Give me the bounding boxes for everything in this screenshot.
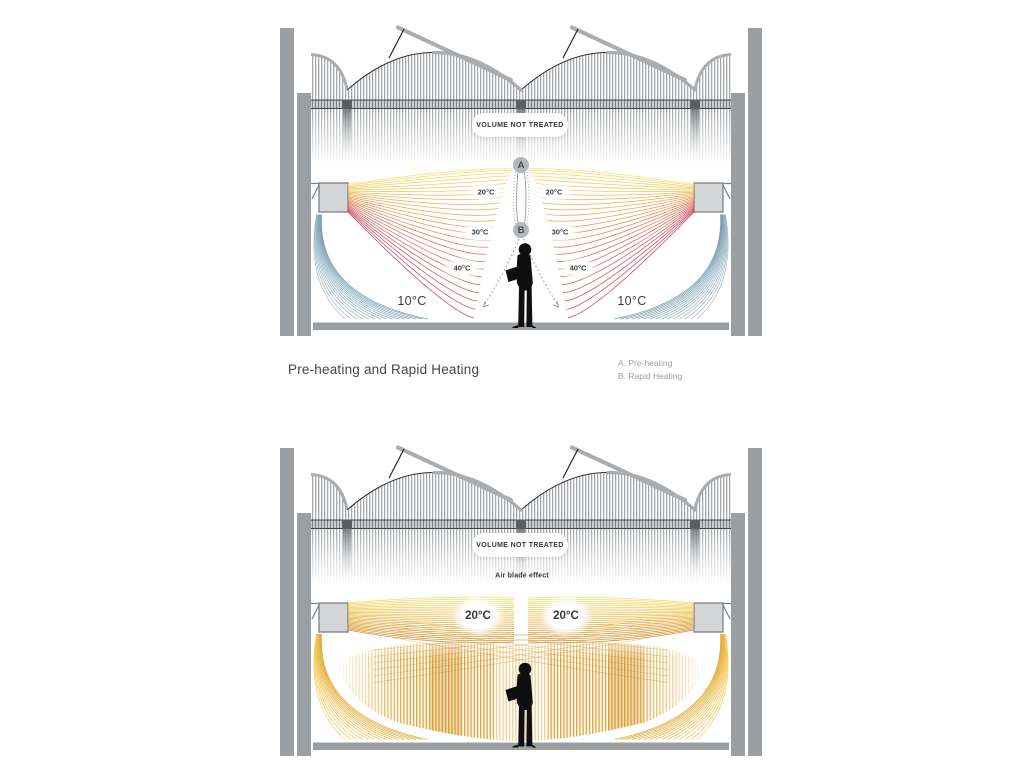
marker-b-label: B	[517, 224, 525, 236]
person-silhouette	[506, 243, 536, 328]
volume-not-treated-label-top: VOLUME NOT TREATED	[476, 121, 564, 129]
volume-not-treated-label-bottom: VOLUME NOT TREATED	[476, 541, 564, 549]
marker-b-badge	[513, 222, 529, 238]
temp-10c-left: 10°C	[397, 294, 427, 308]
temp-20c-bottom-right: 20°C	[539, 595, 593, 637]
legend-item-b: B. Rapid Heating	[618, 370, 683, 381]
marker-a-label: A	[517, 159, 525, 171]
marker-a-badge	[513, 157, 529, 173]
temp-20c-left: 20°C	[466, 181, 507, 204]
caption-legend	[618, 357, 682, 382]
caption-title: Pre-heating and Rapid Heating	[288, 362, 480, 377]
temp-30c-right: 30°C	[540, 221, 581, 244]
temp-10c-right: 10°C	[617, 294, 647, 308]
airblade-subtitle: Air blade effect	[495, 572, 549, 580]
temp-20c-right: 20°C	[534, 181, 575, 204]
volume-not-treated-pill-bottom	[472, 533, 568, 557]
temp-20c-bottom-left: 20°C	[451, 595, 505, 637]
temp-40c-right: 40°C	[558, 257, 599, 280]
legend-item-a: A. Pre-heating	[618, 358, 673, 368]
temp-40c-left: 40°C	[442, 257, 483, 280]
temp-30c-left: 30°C	[460, 221, 501, 244]
volume-not-treated-pill-top	[472, 113, 568, 137]
